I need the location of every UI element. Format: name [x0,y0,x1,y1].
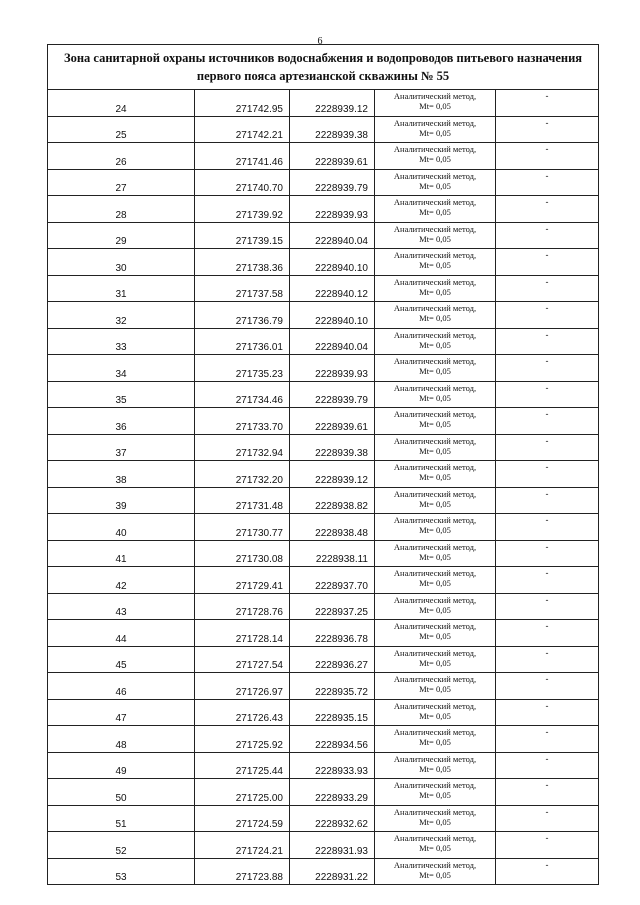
method-cell [375,646,496,673]
method-cell [375,408,496,435]
method-label: Аналитический метод, [393,303,477,313]
empty-mark: - [496,779,599,806]
coordinates-table [47,44,599,885]
method-label: Аналитический метод, [393,409,477,419]
method-label: Аналитический метод, [393,276,477,287]
table-row [48,514,599,541]
point-number: 44 [48,620,195,647]
y-coordinate: 2228939.61 [290,143,375,170]
title-line-2: первого пояса артезианской скважины № 55 [196,69,450,83]
method-label: Аналитический метод, [393,833,477,843]
point-number: 40 [48,514,195,541]
method-cell [375,302,496,329]
x-coordinate: 271739.15 [195,222,290,249]
point-number: 24 [48,90,195,117]
accuracy-value: Mt= 0,05 [419,445,451,456]
table-title-row [48,45,599,90]
method-label: Аналитический метод, [393,859,477,870]
x-coordinate: 271732.94 [195,434,290,461]
empty-mark: - [496,593,599,620]
y-coordinate: 2228940.04 [290,222,375,249]
empty-mark: - [496,143,599,170]
point-number: 26 [48,143,195,170]
method-cell [375,90,496,117]
x-coordinate: 271742.21 [195,116,290,143]
y-coordinate: 2228940.10 [290,302,375,329]
point-number: 36 [48,408,195,435]
x-coordinate: 271736.79 [195,302,290,329]
table-row [48,832,599,859]
x-coordinate: 271735.23 [195,355,290,382]
table-row [48,779,599,806]
method-cell [375,805,496,832]
x-coordinate: 271742.95 [195,90,290,117]
point-number: 39 [48,487,195,514]
x-coordinate: 271726.43 [195,699,290,726]
point-number: 31 [48,275,195,302]
x-coordinate: 271724.21 [195,832,290,859]
accuracy-value: Mt= 0,05 [419,816,451,827]
method-cell [375,487,496,514]
method-cell [375,752,496,779]
table-row [48,328,599,355]
method-label: Аналитический метод, [393,435,477,446]
method-cell [375,461,496,488]
x-coordinate: 271738.36 [195,249,290,276]
empty-mark: - [496,196,599,223]
method-label: Аналитический метод, [393,356,477,366]
method-cell [375,249,496,276]
empty-mark: - [496,699,599,726]
x-coordinate: 271731.48 [195,487,290,514]
table-title [48,45,599,90]
method-cell [375,169,496,196]
x-coordinate: 271726.97 [195,673,290,700]
point-number: 25 [48,116,195,143]
table-row [48,408,599,435]
point-number: 51 [48,805,195,832]
table-row [48,461,599,488]
method-cell [375,222,496,249]
table-row [48,805,599,832]
point-number: 53 [48,858,195,885]
method-label: Аналитический метод, [393,700,477,711]
empty-mark: - [496,567,599,594]
table-row [48,858,599,885]
method-cell [375,832,496,859]
method-label: Аналитический метод, [393,382,477,393]
table-row [48,699,599,726]
table-row [48,249,599,276]
accuracy-value: Mt= 0,05 [419,180,451,191]
y-coordinate: 2228932.62 [290,805,375,832]
empty-mark: - [496,328,599,355]
x-coordinate: 271741.46 [195,143,290,170]
y-coordinate: 2228939.12 [290,90,375,117]
method-label: Аналитический метод, [393,674,477,684]
empty-mark: - [496,726,599,753]
accuracy-value: Mt= 0,05 [419,631,451,641]
point-number: 47 [48,699,195,726]
y-coordinate: 2228938.48 [290,514,375,541]
method-label: Аналитический метод, [393,753,477,764]
method-label: Аналитический метод, [393,806,477,817]
y-coordinate: 2228939.38 [290,434,375,461]
x-coordinate: 271730.77 [195,514,290,541]
y-coordinate: 2228933.93 [290,752,375,779]
empty-mark: - [496,620,599,647]
y-coordinate: 2228940.04 [290,328,375,355]
table-row [48,143,599,170]
x-coordinate: 271729.41 [195,567,290,594]
empty-mark: - [496,858,599,885]
method-label: Аналитический метод, [393,568,477,578]
method-cell [375,779,496,806]
table-row [48,673,599,700]
y-coordinate: 2228939.79 [290,381,375,408]
x-coordinate: 271723.88 [195,858,290,885]
method-cell [375,434,496,461]
y-coordinate: 2228931.93 [290,832,375,859]
point-number: 42 [48,567,195,594]
point-number: 27 [48,169,195,196]
y-coordinate: 2228938.82 [290,487,375,514]
table-row [48,726,599,753]
empty-mark: - [496,646,599,673]
point-number: 41 [48,540,195,567]
empty-mark: - [496,222,599,249]
method-cell [375,116,496,143]
x-coordinate: 271732.20 [195,461,290,488]
title-line-1: Зона санитарной охраны источников водоснабжения и водопроводов питьевого назначения [63,51,583,65]
method-cell [375,355,496,382]
accuracy-value: Mt= 0,05 [419,127,451,138]
method-cell [375,275,496,302]
accuracy-value: Mt= 0,05 [419,392,451,403]
y-coordinate: 2228931.22 [290,858,375,885]
accuracy-value: Mt= 0,05 [419,710,451,721]
accuracy-value: Mt= 0,05 [419,154,451,164]
point-number: 30 [48,249,195,276]
method-label: Аналитический метод, [393,780,477,790]
accuracy-value: Mt= 0,05 [419,578,451,588]
method-cell [375,593,496,620]
method-cell [375,858,496,885]
x-coordinate: 271728.14 [195,620,290,647]
point-number: 43 [48,593,195,620]
method-label: Аналитический метод, [393,647,477,658]
table-row [48,116,599,143]
method-label: Аналитический метод, [393,170,477,181]
point-number: 52 [48,832,195,859]
method-label: Аналитический метод, [393,594,477,605]
point-number: 48 [48,726,195,753]
method-label: Аналитический метод, [393,144,477,154]
x-coordinate: 271734.46 [195,381,290,408]
empty-mark: - [496,540,599,567]
table-row [48,540,599,567]
accuracy-value: Mt= 0,05 [419,313,451,323]
point-number: 33 [48,328,195,355]
method-cell [375,143,496,170]
method-cell [375,196,496,223]
accuracy-value: Mt= 0,05 [419,869,451,880]
method-label: Аналитический метод, [393,541,477,552]
page-number: 6 [317,36,323,47]
x-coordinate: 271727.54 [195,646,290,673]
table-row [48,646,599,673]
point-number: 37 [48,434,195,461]
point-number: 34 [48,355,195,382]
empty-mark: - [496,832,599,859]
y-coordinate: 2228935.15 [290,699,375,726]
x-coordinate: 271736.01 [195,328,290,355]
point-number: 49 [48,752,195,779]
y-coordinate: 2228940.12 [290,275,375,302]
method-cell [375,567,496,594]
y-coordinate: 2228939.38 [290,116,375,143]
table-row [48,196,599,223]
y-coordinate: 2228939.12 [290,461,375,488]
accuracy-value: Mt= 0,05 [419,286,451,297]
empty-mark: - [496,408,599,435]
x-coordinate: 271724.59 [195,805,290,832]
x-coordinate: 271733.70 [195,408,290,435]
table-row [48,487,599,514]
point-number: 50 [48,779,195,806]
y-coordinate: 2228939.93 [290,196,375,223]
method-label: Аналитический метод, [393,250,477,260]
method-label: Аналитический метод, [393,223,477,234]
x-coordinate: 271739.92 [195,196,290,223]
y-coordinate: 2228939.93 [290,355,375,382]
y-coordinate: 2228939.79 [290,169,375,196]
accuracy-value: Mt= 0,05 [419,101,451,111]
method-label: Аналитический метод, [393,727,477,737]
empty-mark: - [496,434,599,461]
empty-mark: - [496,116,599,143]
method-cell [375,620,496,647]
empty-mark: - [496,90,599,117]
accuracy-value: Mt= 0,05 [419,366,451,376]
method-label: Аналитический метод, [393,462,477,472]
method-cell [375,381,496,408]
table-row [48,355,599,382]
point-number: 38 [48,461,195,488]
y-coordinate: 2228935.72 [290,673,375,700]
empty-mark: - [496,169,599,196]
accuracy-value: Mt= 0,05 [419,604,451,615]
accuracy-value: Mt= 0,05 [419,472,451,482]
accuracy-value: Mt= 0,05 [419,498,451,509]
accuracy-value: Mt= 0,05 [419,233,451,244]
accuracy-value: Mt= 0,05 [419,684,451,694]
x-coordinate: 271725.92 [195,726,290,753]
accuracy-value: Mt= 0,05 [419,843,451,853]
method-label: Аналитический метод, [393,117,477,128]
accuracy-value: Mt= 0,05 [419,339,451,350]
empty-mark: - [496,275,599,302]
x-coordinate: 271725.00 [195,779,290,806]
empty-mark: - [496,752,599,779]
table-row [48,222,599,249]
point-number: 29 [48,222,195,249]
table-row [48,567,599,594]
y-coordinate: 2228936.78 [290,620,375,647]
table-row [48,302,599,329]
accuracy-value: Mt= 0,05 [419,737,451,747]
empty-mark: - [496,355,599,382]
accuracy-value: Mt= 0,05 [419,551,451,562]
empty-mark: - [496,805,599,832]
accuracy-value: Mt= 0,05 [419,790,451,800]
table-row [48,434,599,461]
table-row [48,275,599,302]
method-cell [375,328,496,355]
method-label: Аналитический метод, [393,515,477,525]
point-number: 35 [48,381,195,408]
table-row [48,752,599,779]
y-coordinate: 2228934.56 [290,726,375,753]
y-coordinate: 2228937.70 [290,567,375,594]
accuracy-value: Mt= 0,05 [419,657,451,668]
method-cell [375,514,496,541]
empty-mark: - [496,381,599,408]
point-number: 32 [48,302,195,329]
y-coordinate: 2228936.27 [290,646,375,673]
x-coordinate: 271728.76 [195,593,290,620]
x-coordinate: 271730.08 [195,540,290,567]
y-coordinate: 2228933.29 [290,779,375,806]
x-coordinate: 271725.44 [195,752,290,779]
accuracy-value: Mt= 0,05 [419,763,451,774]
method-label: Аналитический метод, [393,488,477,499]
method-label: Аналитический метод, [393,329,477,340]
empty-mark: - [496,461,599,488]
empty-mark: - [496,302,599,329]
empty-mark: - [496,673,599,700]
method-label: Аналитический метод, [393,91,477,101]
accuracy-value: Mt= 0,05 [419,260,451,270]
empty-mark: - [496,249,599,276]
y-coordinate: 2228940.10 [290,249,375,276]
table-row [48,169,599,196]
point-number: 28 [48,196,195,223]
x-coordinate: 271737.58 [195,275,290,302]
table-row [48,593,599,620]
method-label: Аналитический метод, [393,621,477,631]
empty-mark: - [496,487,599,514]
y-coordinate: 2228939.61 [290,408,375,435]
table-row [48,620,599,647]
accuracy-value: Mt= 0,05 [419,207,451,217]
method-cell [375,673,496,700]
method-label: Аналитический метод, [393,197,477,207]
table-row [48,381,599,408]
method-cell [375,726,496,753]
method-cell [375,699,496,726]
empty-mark: - [496,514,599,541]
table-row [48,90,599,117]
x-coordinate: 271740.70 [195,169,290,196]
point-number: 46 [48,673,195,700]
y-coordinate: 2228938.11 [290,540,375,567]
point-number: 45 [48,646,195,673]
accuracy-value: Mt= 0,05 [419,525,451,535]
accuracy-value: Mt= 0,05 [419,419,451,429]
y-coordinate: 2228937.25 [290,593,375,620]
method-cell [375,540,496,567]
